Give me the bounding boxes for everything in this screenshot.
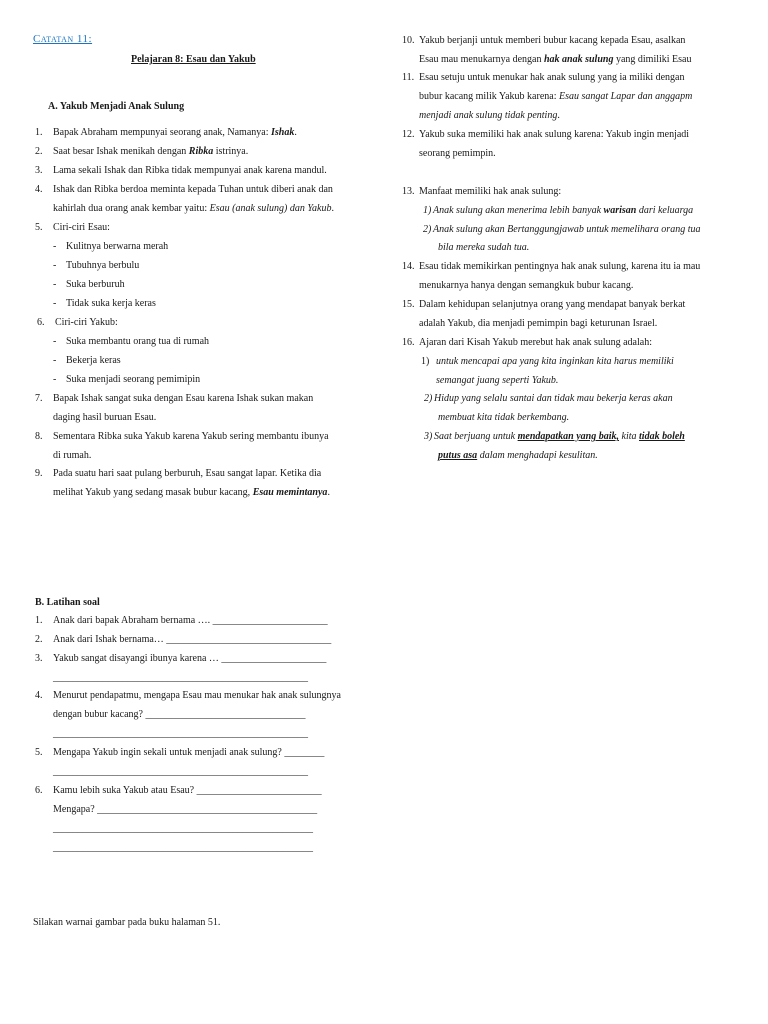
exercise-question: Yakub sangat disayangi ibunya karena … _____________________ — [53, 653, 327, 664]
list-item: Bapak Abraham mempunyai seorang anak, Namanya: Ishak. — [53, 127, 297, 138]
list-item: Esau setuju untuk menukar hak anak sulung yang ia miliki dengan — [419, 72, 685, 83]
list-item-continued: menjadi anak sulung tidak penting. — [419, 110, 560, 121]
sub-item: Suka menjadi seorang pemimipin — [66, 374, 201, 385]
list-item: Dalam kehidupan selanjutnya orang yang mendapat banyak berkat — [419, 299, 686, 310]
section-a-heading: A. Yakub Menjadi Anak Sulung — [48, 101, 185, 112]
bullet-dash: - — [53, 260, 57, 271]
exercise-question-continued: Mengapa? ____________________________________________ — [53, 804, 318, 815]
bullet-dash: - — [53, 241, 57, 252]
answer-line: ___________________________________________________ — [53, 766, 308, 777]
sub-item: Hidup yang selalu santai dan tidak mau bekerja keras akan — [434, 393, 673, 404]
list-item-continued: melihat Yakub yang sedang masak bubur kacang, Esau memintanya. — [53, 487, 330, 498]
bullet-dash: - — [53, 298, 57, 309]
item-number: 6. — [37, 317, 45, 328]
sub-item-continued: semangat juang seperti Yakub. — [436, 375, 559, 386]
list-item: Pada suatu hari saat pulang berburuh, Esau sangat lapar. Ketika dia — [53, 468, 322, 479]
list-item: Esau tidak memikirkan pentingnya hak anak sulung, karena itu ia mau — [419, 261, 701, 272]
item-number: 4. — [35, 690, 43, 701]
note-label: Catatan 11: — [33, 33, 93, 45]
bullet-dash: - — [53, 279, 57, 290]
sub-item-continued: putus asa dalam menghadapi kesulitan. — [438, 450, 598, 461]
sub-number: 1) — [421, 356, 430, 367]
sub-number: 2) — [424, 393, 433, 404]
item-number: 1. — [35, 615, 43, 626]
item-number: 5. — [35, 747, 43, 758]
exercise-question: Anak dari bapak Abraham bernama …. _______________________ — [53, 615, 328, 626]
item-number: 4. — [35, 184, 43, 195]
list-item: Ajaran dari Kisah Yakub merebut hak anak sulung adalah: — [419, 337, 652, 348]
answer-line: ____________________________________________________ — [53, 823, 313, 834]
sub-number: 2) — [423, 224, 432, 235]
list-item-continued: adalah Yakub, dia menjadi pemimpin bagi keturunan Israel. — [419, 318, 658, 329]
sub-number: 1) — [423, 205, 432, 216]
list-item-continued: menukarnya hanya dengan semangkuk bubur kacang. — [419, 280, 634, 291]
item-number: 8. — [35, 431, 43, 442]
list-item: Ciri-ciri Esau: — [53, 222, 110, 233]
list-item-continued: bubur kacang milik Yakub karena: Esau sangat Lapar dan anggapm — [419, 91, 693, 102]
exercise-question: Mengapa Yakub ingin sekali untuk menjadi anak sulung? ________ — [53, 747, 325, 758]
sub-item: Suka berburuh — [66, 279, 125, 290]
list-item-continued: kahirlah dua orang anak kembar yaitu: Esau (anak sulung) dan Yakub. — [53, 203, 334, 214]
list-item-continued: seorang pemimpin. — [419, 148, 496, 159]
sub-item: Tidak suka kerja keras — [66, 298, 156, 309]
list-item: Ciri-ciri Yakub: — [55, 317, 118, 328]
lesson-title: Pelajaran 8: Esau dan Yakub — [131, 54, 256, 65]
item-number: 13. — [402, 186, 415, 197]
sub-number: 3) — [424, 431, 433, 442]
item-number: 7. — [35, 393, 43, 404]
item-number: 5. — [35, 222, 43, 233]
item-number: 2. — [35, 634, 43, 645]
list-item: Bapak Ishak sangat suka dengan Esau karena Ishak sukan makan — [53, 393, 314, 404]
item-number: 2. — [35, 146, 43, 157]
sub-item: Tubuhnya berbulu — [66, 260, 140, 271]
answer-line: ___________________________________________________ — [53, 728, 308, 739]
exercise-question: Anak dari Ishak bernama… _________________________________ — [53, 634, 332, 645]
sub-item: untuk mencapai apa yang kita inginkan kita harus memiliki — [436, 356, 674, 367]
item-number: 11. — [402, 72, 415, 83]
item-number: 15. — [402, 299, 415, 310]
list-item: Yakub suka memiliki hak anak sulung karena: Yakub ingin menjadi — [419, 129, 690, 140]
footer-note: Silakan warnai gambar pada buku halaman 51. — [33, 917, 221, 928]
exercise-question: Kamu lebih suka Yakub atau Esau? _________________________ — [53, 785, 322, 796]
list-item-continued: Esau mau menukarnya dengan hak anak sulung yang dimiliki Esau — [419, 54, 692, 65]
sub-item-continued: bila mereka sudah tua. — [438, 242, 530, 253]
answer-line: ____________________________________________________ — [53, 842, 313, 853]
sub-item: Kulitnya berwarna merah — [66, 241, 169, 252]
item-number: 12. — [402, 129, 415, 140]
item-number: 9. — [35, 468, 43, 479]
sub-item: Anak sulung akan menerima lebih banyak warisan dari keluarga — [433, 205, 694, 216]
list-item: Sementara Ribka suka Yakub karena Yakub sering membantu ibunya — [53, 431, 329, 442]
bullet-dash: - — [53, 336, 57, 347]
sub-item: Saat berjuang untuk mendapatkan yang baik, kita tidak boleh — [434, 431, 685, 442]
sub-item: Bekerja keras — [66, 355, 121, 366]
list-item: Lama sekali Ishak dan Ribka tidak mempunyai anak karena mandul. — [53, 165, 327, 176]
item-number: 1. — [35, 127, 43, 138]
item-number: 6. — [35, 785, 43, 796]
list-item: Saat besar Ishak menikah dengan Ribka istrinya. — [53, 146, 249, 157]
list-item: Ishak dan Ribka berdoa meminta kepada Tuhan untuk diberi anak dan — [53, 184, 333, 195]
sub-item: Anak sulung akan Bertanggungjawab untuk memelihara orang tua — [433, 224, 701, 235]
exercise-question: Menurut pendapatmu, mengapa Esau mau menukar hak anak sulungnya — [53, 690, 341, 701]
exercise-question-continued: dengan bubur kacang? ________________________________ — [53, 709, 306, 720]
sub-item: Suka membantu orang tua di rumah — [66, 336, 210, 347]
item-number: 3. — [35, 653, 43, 664]
list-item: Manfaat memiliki hak anak sulung: — [419, 186, 562, 197]
sub-item-continued: membuat kita tidak berkembang. — [438, 412, 570, 423]
list-item-continued: daging hasil buruan Esau. — [53, 412, 157, 423]
list-item: Yakub berjanji untuk memberi bubur kacang kepada Esau, asalkan — [419, 35, 686, 46]
item-number: 16. — [402, 337, 415, 348]
bullet-dash: - — [53, 374, 57, 385]
section-b-heading: B. Latihan soal — [35, 597, 100, 608]
list-item-continued: di rumah. — [53, 450, 92, 461]
item-number: 3. — [35, 165, 43, 176]
answer-line: ___________________________________________________ — [53, 672, 308, 683]
bullet-dash: - — [53, 355, 57, 366]
item-number: 10. — [402, 35, 415, 46]
item-number: 14. — [402, 261, 415, 272]
